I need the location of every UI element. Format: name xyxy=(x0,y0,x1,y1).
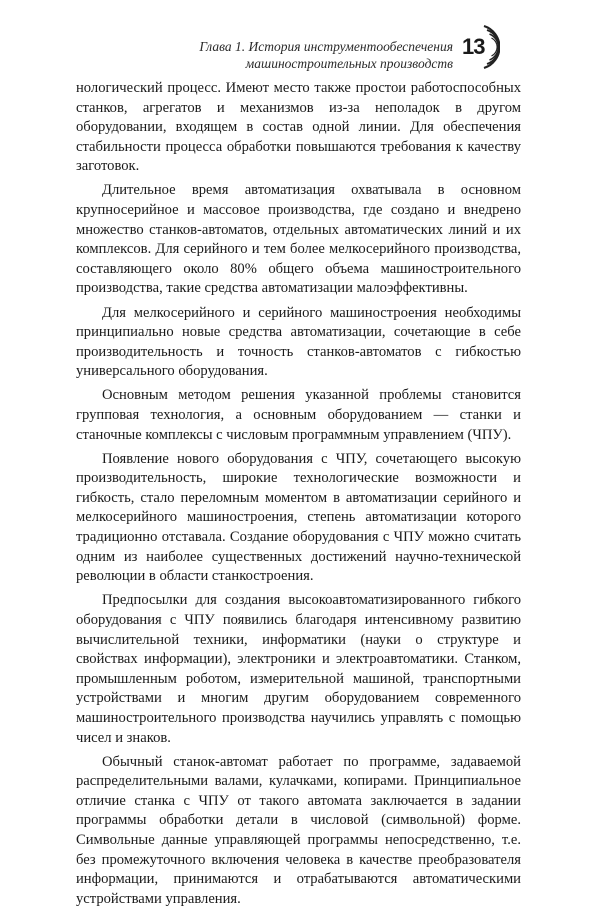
body-text xyxy=(76,79,521,914)
running-head-subtitle: машиностроительных производств xyxy=(245,56,453,71)
paragraph-7: Обычный станок-автомат работает по программе, задаваемой распределительными валами, кулачками, копирами. Принципиальное отличие станка с ЧПУ от такого автомата заключается в задании программы обработки детали в числовой (символьной) форме. Символьные данные управляющей программы непосредственно, т.е. без промежуточного включения человека в качестве преобразователя информации, принимаются и отрабатываются автоматическими устройствами управления. xyxy=(76,753,521,907)
running-head-chapter: Глава 1. История инструментообеспечения xyxy=(199,39,453,54)
paragraph-5: Появление нового оборудования с ЧПУ, сочетающего высокую производительность, широкие технологические возможности и гибкость, стало переломным моментом в автоматизации серийного и мелкосерийного машиностроения, степень автоматизации которого традиционно отставала. Создание оборудования с ЧПУ можно считать одним из наиболее существенных достижений научно-технической революции в области станкостроения. xyxy=(76,450,521,585)
paragraph-3: Для мелкосерийного и серийного машиностроения необходимы принципиально новые средства автоматизации, сочетающие в себе производительность и точность станков-автоматов с гибкостью универсального оборудования. xyxy=(76,304,521,380)
paragraph-1: нологический процесс. Имеют место также простои работоспособных станков, агрегатов и механизмов из-за неполадок в другом оборудовании, входящем в состав одной линии. Для обеспечения стабильности процесса обработки повышаются требования к качеству заготовок. xyxy=(76,80,521,175)
paragraph-2: Длительное время автоматизация охватывала в основном крупносерийное и массовое производства, где создано и внедрено множество станков-автоматов, отдельных автоматических линий и их комплексов. Для серийного и тем более мелкосерийного производства, составляющего около 80% общего объема машиностроительного производства, такие средства автоматизации малоэффективны. xyxy=(76,182,521,297)
paragraph-4: Основным методом решения указанной проблемы становится групповая технология, а основным оборудованием — станки и станочные комплексы с числовым программным управлением (ЧПУ). xyxy=(76,387,521,443)
paragraph-6: Предпосылки для создания высокоавтоматизированного гибкого оборудования с ЧПУ появились благодаря интенсивному развитию вычислительной техники, информатики (науки о структуре и свойствах информации), электроники и электроавтоматики. Станком, промышленным роботом, измерительной машиной, транспортными устройствами и многим другим оборудованием современного машиностроительного производства научились управлять с помощью чисел и знаков. xyxy=(76,592,521,746)
page-number: 13 xyxy=(462,34,485,59)
running-head xyxy=(113,38,453,72)
